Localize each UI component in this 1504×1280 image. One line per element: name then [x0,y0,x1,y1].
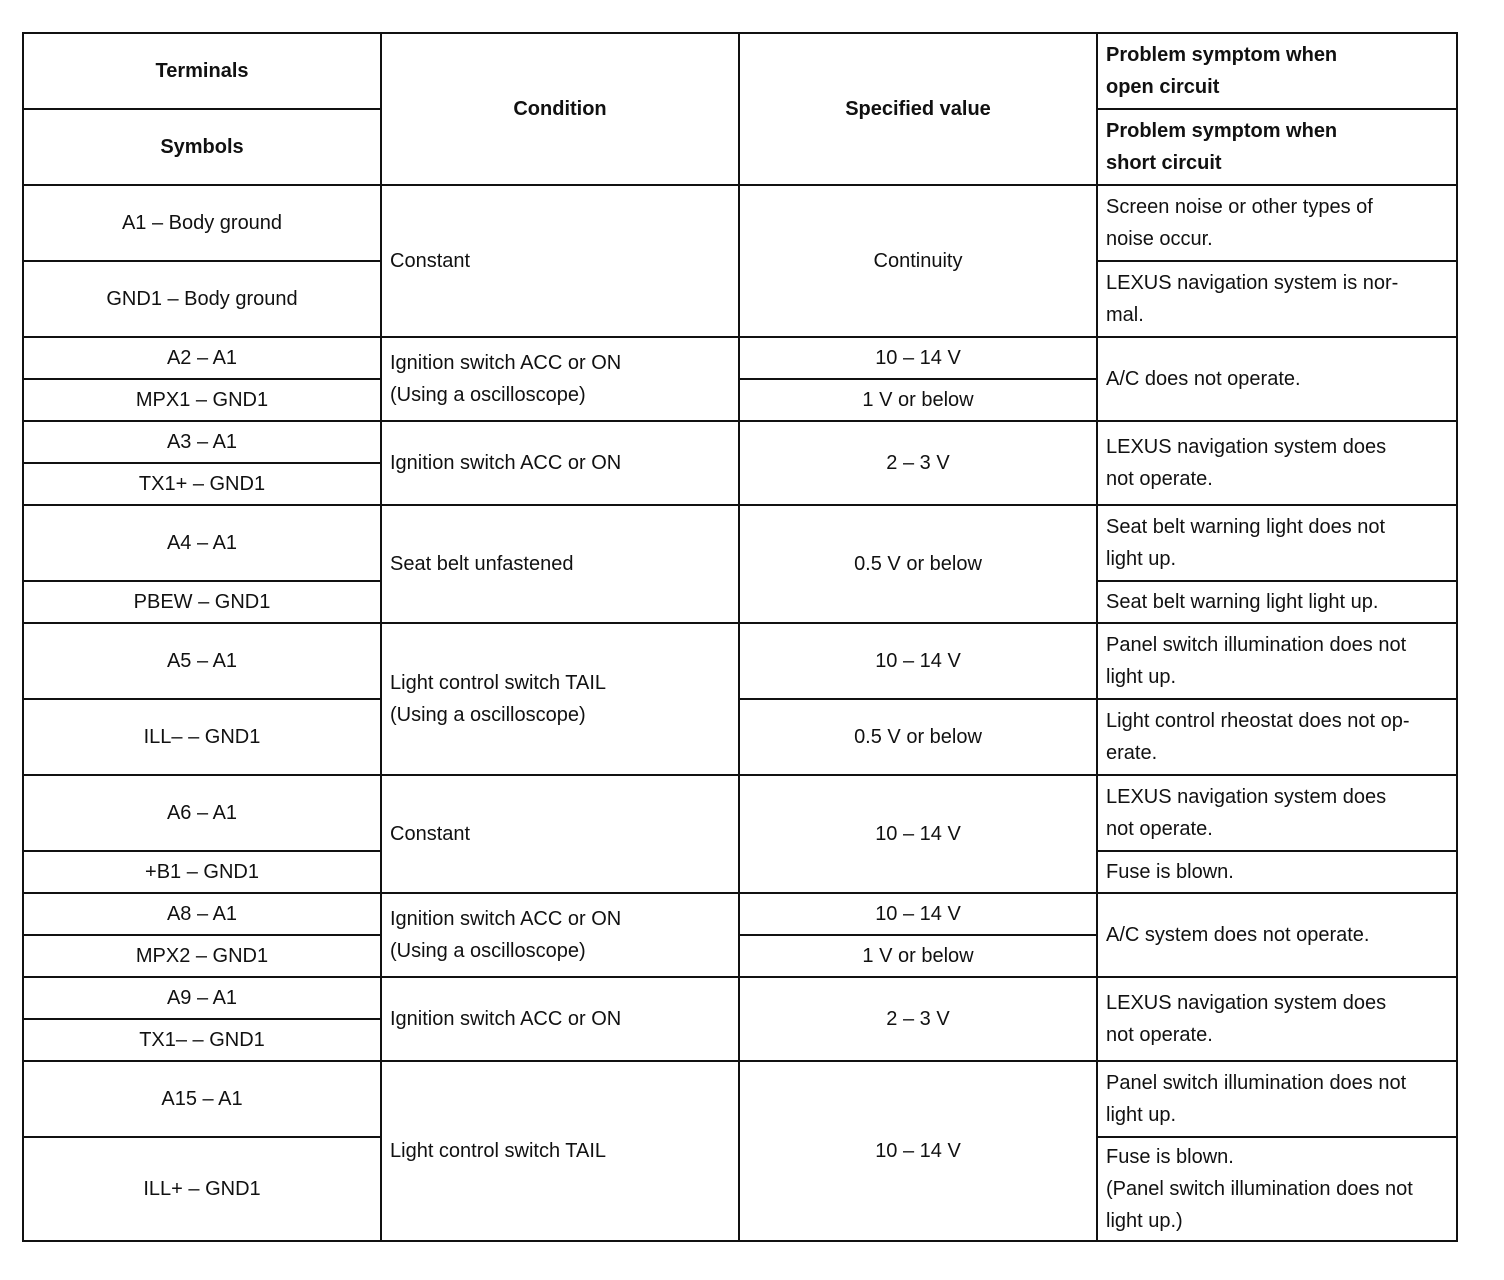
value-cell: 0.5 V or below [739,699,1097,775]
symptom-cell: A/C does not operate. [1097,337,1457,421]
condition-cell: Constant [381,185,739,337]
symbol-cell: ILL– – GND1 [23,699,381,775]
terminal-cell: A5 – A1 [23,623,381,699]
header-condition: Condition [381,33,739,185]
terminal-cell: A2 – A1 [23,337,381,379]
table-row [23,505,1457,581]
symbol-cell: GND1 – Body ground [23,261,381,337]
symbol-cell: PBEW – GND1 [23,581,381,623]
symbol-cell: MPX1 – GND1 [23,379,381,421]
table-row [23,421,1457,463]
value-cell: 2 – 3 V [739,421,1097,505]
symptom-short-cell: LEXUS navigation system is nor- mal. [1097,261,1457,337]
specification-table [22,32,1458,1242]
symptom-open-cell: Seat belt warning light does not light up. [1097,505,1457,581]
terminal-cell: A15 – A1 [23,1061,381,1137]
symptom-cell: A/C system does not operate. [1097,893,1457,977]
value-cell: 10 – 14 V [739,623,1097,699]
symbol-cell: TX1+ – GND1 [23,463,381,505]
symptom-short-cell: Fuse is blown. [1097,851,1457,893]
header-symbols: Symbols [23,109,381,185]
header-specified-value: Specified value [739,33,1097,185]
symptom-open-cell: Panel switch illumination does not light up. [1097,1061,1457,1137]
table-row [23,699,1457,775]
value-cell: 10 – 14 V [739,337,1097,379]
symptom-cell: LEXUS navigation system does not operate. [1097,421,1457,505]
symptom-open-cell: Screen noise or other types of noise occur. [1097,185,1457,261]
terminal-cell: A6 – A1 [23,775,381,851]
value-cell: 10 – 14 V [739,775,1097,893]
value-cell: 1 V or below [739,935,1097,977]
symbol-cell: MPX2 – GND1 [23,935,381,977]
condition-cell: Light control switch TAIL [381,1061,739,1241]
header-row [23,33,1457,109]
condition-cell: Ignition switch ACC or ON [381,977,739,1061]
table-row [23,775,1457,851]
terminal-inspection-table [22,32,1456,1242]
symbol-cell: ILL+ – GND1 [23,1137,381,1241]
terminal-cell: A4 – A1 [23,505,381,581]
table-row [23,185,1457,261]
symptom-open-cell: LEXUS navigation system does not operate. [1097,775,1457,851]
value-cell: 10 – 14 V [739,1061,1097,1241]
condition-cell: Light control switch TAIL (Using a oscilloscope) [381,623,739,775]
condition-cell: Ignition switch ACC or ON (Using a oscilloscope) [381,893,739,977]
terminal-cell: A1 – Body ground [23,185,381,261]
condition-cell: Seat belt unfastened [381,505,739,623]
symptom-short-cell: Seat belt warning light light up. [1097,581,1457,623]
symptom-short-cell: Fuse is blown. (Panel switch illumination does not light up.) [1097,1137,1457,1241]
condition-cell: Constant [381,775,739,893]
header-terminals: Terminals [23,33,381,109]
symbol-cell: +B1 – GND1 [23,851,381,893]
table-row [23,623,1457,699]
value-cell: 10 – 14 V [739,893,1097,935]
terminal-cell: A9 – A1 [23,977,381,1019]
value-cell: Continuity [739,185,1097,337]
terminal-cell: A3 – A1 [23,421,381,463]
table-row [23,977,1457,1019]
condition-cell: Ignition switch ACC or ON (Using a oscilloscope) [381,337,739,421]
symptom-open-cell: Panel switch illumination does not light up. [1097,623,1457,699]
symptom-cell: LEXUS navigation system does not operate. [1097,977,1457,1061]
terminal-cell: A8 – A1 [23,893,381,935]
table-row [23,1061,1457,1137]
value-cell: 2 – 3 V [739,977,1097,1061]
value-cell: 0.5 V or below [739,505,1097,623]
table-row [23,337,1457,379]
header-symptom-short: Problem symptom when short circuit [1097,109,1457,185]
header-symptom-open: Problem symptom when open circuit [1097,33,1457,109]
value-cell: 1 V or below [739,379,1097,421]
symptom-short-cell: Light control rheostat does not op- erate. [1097,699,1457,775]
table-row [23,893,1457,935]
condition-cell: Ignition switch ACC or ON [381,421,739,505]
symbol-cell: TX1– – GND1 [23,1019,381,1061]
